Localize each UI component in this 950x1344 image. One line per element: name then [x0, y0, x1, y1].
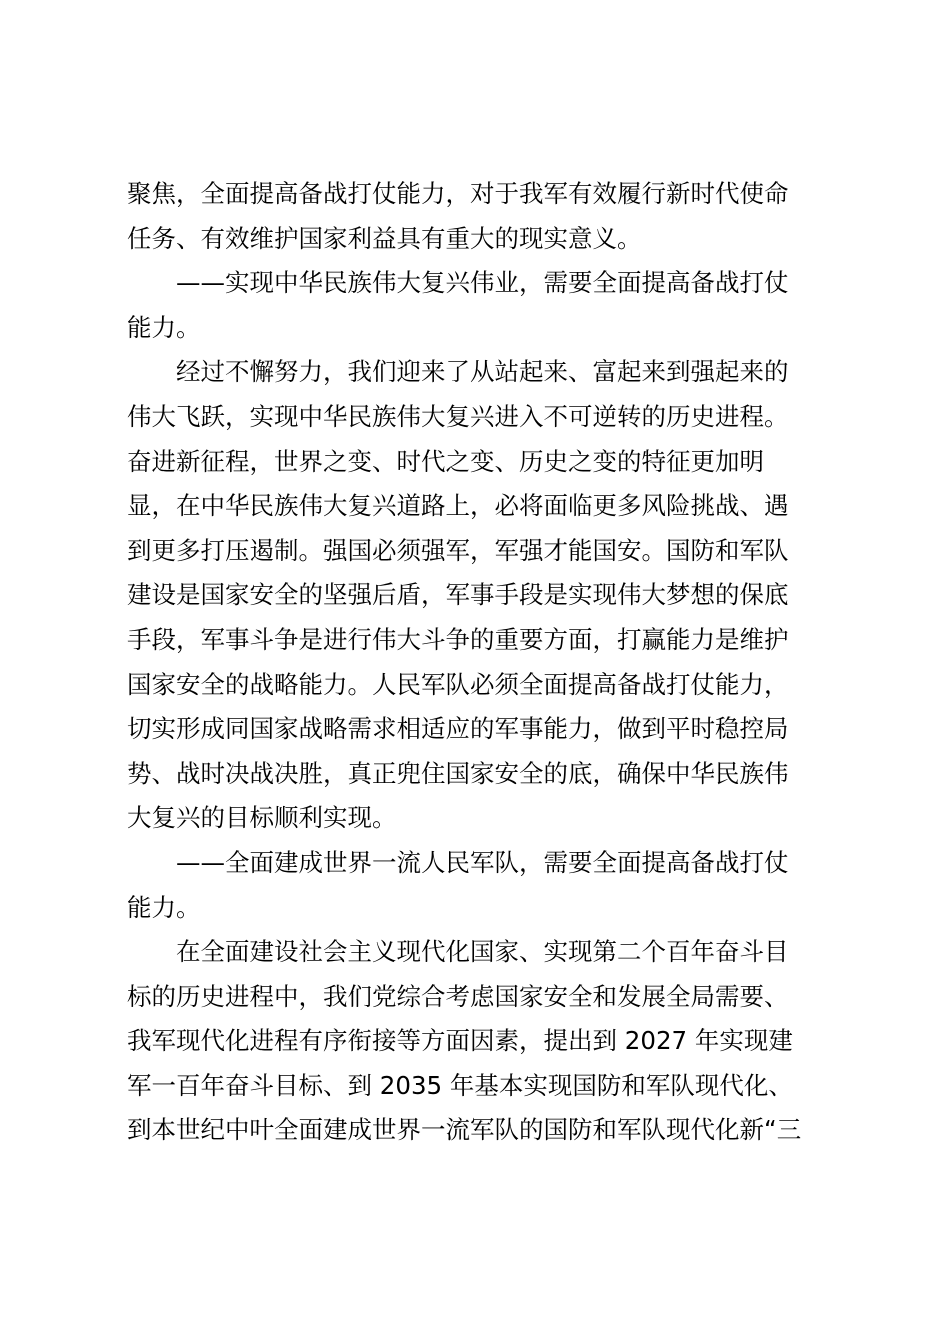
text-line: 伟大飞跃，实现中华民族伟大复兴进入不可逆转的历史进程。 — [127, 401, 789, 431]
text-line: 能力。 — [127, 892, 201, 922]
text-line: 军一百年奋斗目标、到 2035 年基本实现国防和军队现代化、 — [127, 1070, 793, 1100]
text-line: ——实现中华民族伟大复兴伟业，需要全面提高备战打仗 — [176, 268, 789, 298]
text-line: 切实形成同国家战略需求相适应的军事能力，做到平时稳控局 — [127, 714, 789, 744]
text-line: 手段，军事斗争是进行伟大斗争的重要方面，打赢能力是维护 — [127, 624, 789, 654]
text-line: 势、战时决战决胜，真正兜住国家安全的底，确保中华民族伟 — [127, 758, 789, 788]
text-line: 我军现代化进程有序衔接等方面因素，提出到 2027 年实现建 — [127, 1026, 793, 1056]
text-line: 任务、有效维护国家利益具有重大的现实意义。 — [127, 223, 642, 253]
text-line: 奋进新征程，世界之变、时代之变、历史之变的特征更加明 — [127, 446, 764, 476]
text-line: 经过不懈努力，我们迎来了从站起来、富起来到强起来的 — [176, 357, 789, 387]
text-line: 国家安全的战略能力。人民军队必须全面提高备战打仗能力， — [127, 669, 789, 699]
text-line: 到本世纪中叶全面建成世界一流军队的国防和军队现代化新“三 — [127, 1115, 802, 1145]
text-line: 能力。 — [127, 312, 201, 342]
text-line: 建设是国家安全的坚强后盾，军事手段是实现伟大梦想的保底 — [127, 580, 789, 610]
text-line: ——全面建成世界一流人民军队，需要全面提高备战打仗 — [176, 847, 789, 877]
text-line: 大复兴的目标顺利实现。 — [127, 803, 397, 833]
text-line: 聚焦，全面提高备战打仗能力，对于我军有效履行新时代使命 — [127, 179, 789, 208]
document-body — [127, 172, 827, 1153]
text-line: 显，在中华民族伟大复兴道路上，必将面临更多风险挑战、遇 — [127, 491, 789, 521]
text-line: 标的历史进程中，我们党综合考虑国家安全和发展全局需要、 — [127, 981, 789, 1011]
text-line: 在全面建设社会主义现代化国家、实现第二个百年奋斗目 — [176, 937, 789, 967]
text-line: 到更多打压遏制。强国必须强军，军强才能国安。国防和军队 — [127, 535, 789, 565]
